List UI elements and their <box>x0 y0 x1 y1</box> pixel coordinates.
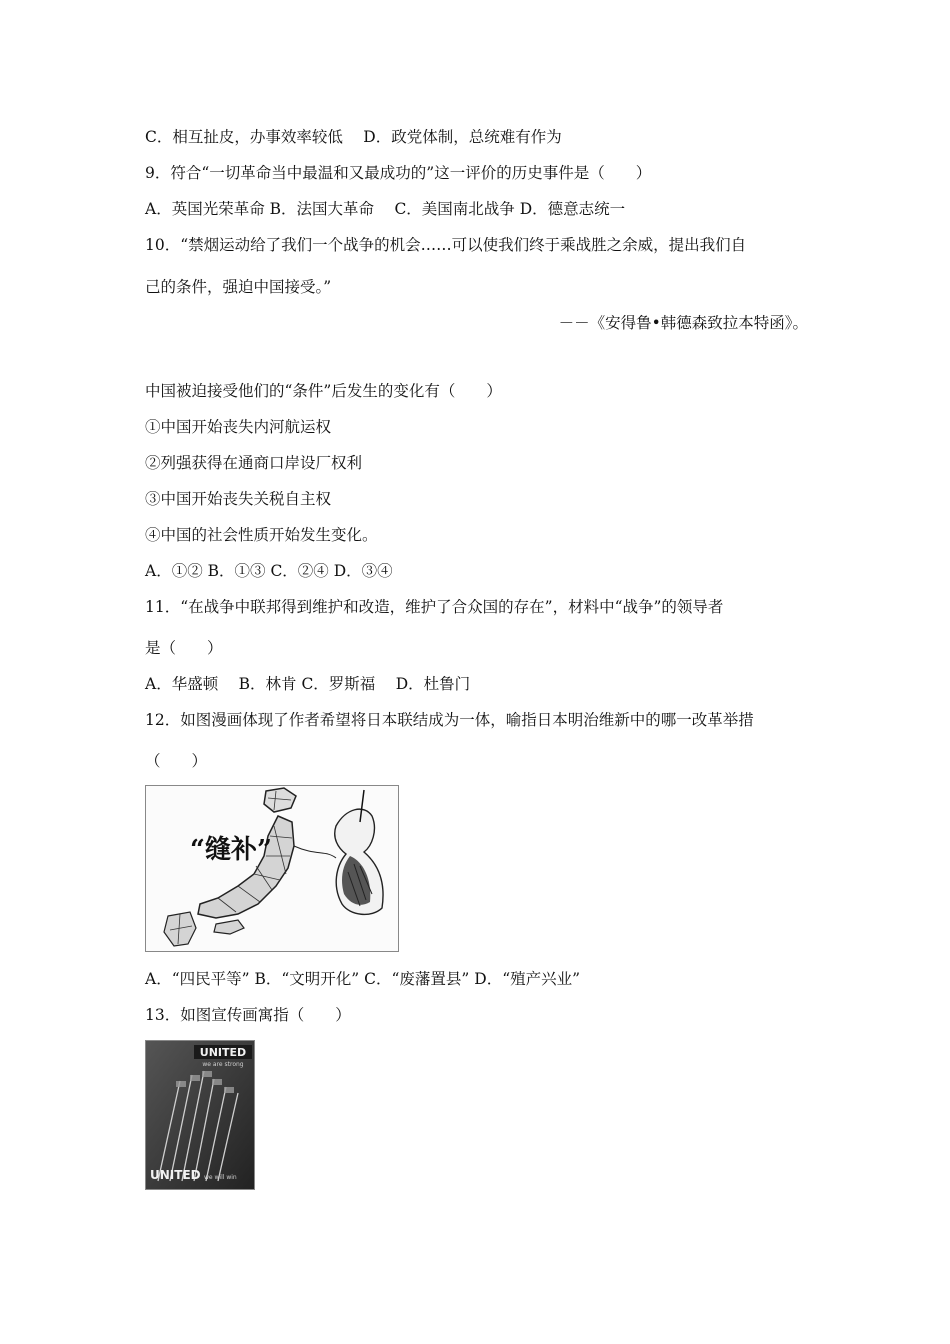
q10-item-2: ②列强获得在通商口岸设厂权利 <box>145 454 363 472</box>
poster-top-subtext: we are strong <box>202 1061 244 1068</box>
q10-options: A．①② B．①③ C．②④ D．③④ <box>145 562 393 580</box>
q11-options: A．华盛顿 B．林肯 C．罗斯福 D．杜鲁门 <box>145 675 471 693</box>
cartoon-caption: “缝补” <box>190 835 272 865</box>
q10-question: 中国被迫接受他们的“条件”后发生的变化有（ ） <box>145 382 502 400</box>
poster-bottom-text: UNITED <box>150 1168 201 1182</box>
q10-stem-line1: 10．“禁烟运动给了我们一个战争的机会……可以使我们终于乘战胜之余威，提出我们自 <box>145 236 747 254</box>
q12-stem-line1: 12．如图漫画体现了作者希望将日本联结成为一体，喻指日本明治维新中的哪一改革举措 <box>145 711 754 729</box>
q12-options: A．“四民平等” B．“文明开化” C．“废藩置县” D．“殖产兴业” <box>145 970 581 988</box>
q10-item-1: ①中国开始丧失内河航运权 <box>145 418 332 436</box>
q13-stem: 13．如图宣传画寓指（ ） <box>145 1006 351 1024</box>
poster-bottom-subtext: we will win <box>204 1174 237 1181</box>
q11-stem-line1: 11．“在战争中联邦得到维护和改造，维护了合众国的存在”，材料中“战争”的领导者 <box>145 598 724 616</box>
q10-source: －－《安得鲁•韩德森致拉本特函》。 <box>558 314 808 332</box>
q10-item-3: ③中国开始丧失关税自主权 <box>145 490 332 508</box>
q9-stem: 9．符合“一切革命当中最温和又最成功的”这一评价的历史事件是（ ） <box>145 164 652 182</box>
q9-options: A．英国光荣革命 B．法国大革命 C．美国南北战争 D．德意志统一 <box>145 200 626 218</box>
stitching-japan-cartoon <box>145 785 399 952</box>
united-propaganda-poster <box>145 1040 255 1190</box>
q12-stem-line2: （ ） <box>145 752 208 770</box>
q8-options-cd: C．相互扯皮，办事效率较低 D．政党体制，总统难有作为 <box>145 128 562 146</box>
q11-stem-line2: 是（ ） <box>145 639 223 657</box>
q10-item-4: ④中国的社会性质开始发生变化。 <box>145 526 378 544</box>
poster-top-text: UNITED <box>199 1046 247 1059</box>
q10-stem-line2: 己的条件，强迫中国接受。” <box>145 278 332 296</box>
